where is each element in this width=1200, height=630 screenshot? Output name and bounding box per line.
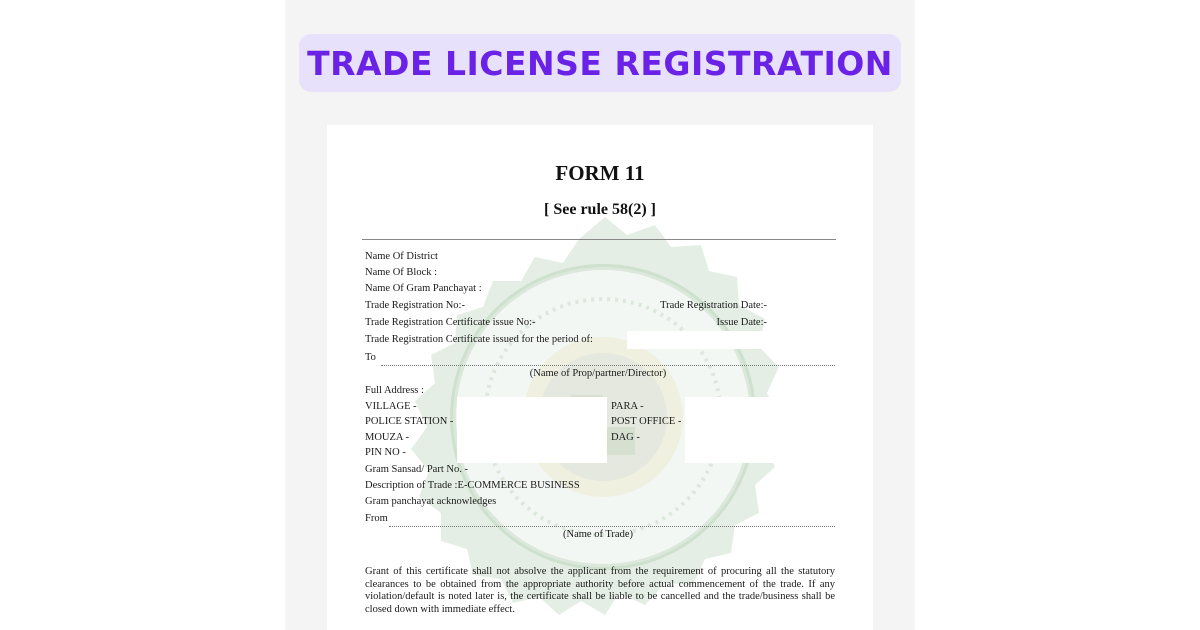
prop-caption: (Name of Prop/partner/Director)	[529, 368, 667, 379]
redacted-dates	[767, 297, 867, 331]
issue-date-label: Issue Date:-	[716, 317, 767, 328]
period-label: Trade Registration Certificate issued for the period of:	[365, 334, 593, 345]
from-label: From	[365, 513, 388, 524]
gram-sansad-label: Gram Sansad/ Part No. -	[365, 464, 468, 475]
prop-name-line	[381, 365, 835, 366]
to-label: To	[365, 352, 376, 363]
police-station-label: POLICE STATION -	[365, 416, 454, 427]
mouza-label: MOUZA -	[365, 432, 410, 443]
title-banner	[299, 34, 901, 92]
para-label: PARA -	[611, 401, 644, 412]
header-divider	[362, 239, 836, 240]
trade-reg-date-label: Trade Registration Date:-	[660, 300, 767, 311]
acknowledges-label: Gram panchayat acknowledges	[365, 496, 497, 507]
pin-no-label: PIN NO -	[365, 447, 406, 458]
form-document	[327, 125, 873, 630]
trade-name-line	[389, 526, 835, 527]
trade-caption: (Name of Trade)	[563, 529, 633, 540]
notice-paragraph: Grant of this certificate shall not absolve the applicant from the requirement of procuring all the statutory clearances to be obtained from the appropriate authority before actual commencement of the trade. If any violation/default is noted later is, the certificate shall be liable to be cancelled and the trade/business shall be closed down with immediate effect.	[365, 566, 835, 615]
cert-issue-no-label: Trade Registration Certificate issue No:-	[365, 317, 536, 328]
gram-panchayat-label: Name Of Gram Panchayat :	[365, 283, 482, 294]
form-title: FORM 11	[555, 161, 645, 185]
trade-reg-no-label: Trade Registration No:-	[365, 300, 465, 311]
form-rule: [ See rule 58(2) ]	[544, 201, 656, 218]
post-office-label: POST OFFICE -	[611, 416, 682, 427]
redacted-address-left	[457, 397, 607, 463]
redacted-period	[627, 331, 807, 349]
full-address-label: Full Address :	[365, 385, 424, 396]
redacted-address-right	[685, 397, 821, 463]
description-label: Description of Trade :E-COMMERCE BUSINESS	[365, 480, 580, 491]
block-label: Name Of Block :	[365, 267, 438, 278]
district-label: Name Of District	[365, 251, 438, 262]
dag-label: DAG -	[611, 432, 640, 443]
banner-title: TRADE LICENSE REGISTRATION	[307, 43, 893, 83]
village-label: VILLAGE -	[365, 401, 417, 412]
